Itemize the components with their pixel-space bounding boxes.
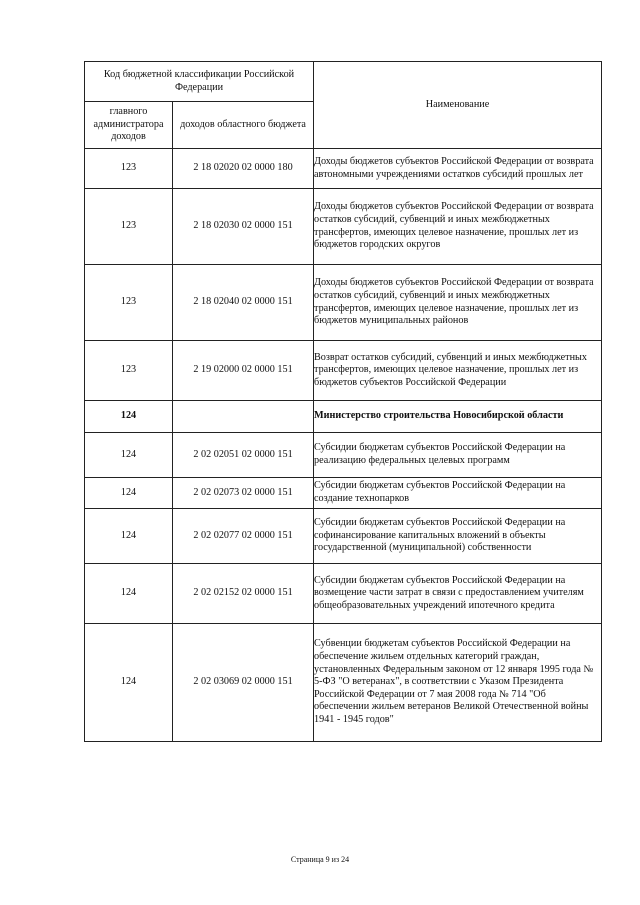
- table-row: [85, 401, 602, 433]
- header-code-column: доходов областного бюджета: [173, 102, 314, 149]
- admin-code-cell: 124: [85, 564, 173, 624]
- budget-classification-table: [84, 61, 602, 742]
- admin-code-cell: 124: [85, 478, 173, 509]
- name-cell: Субсидии бюджетам субъектов Российской Федерации на возмещение части затрат в связи с предоставлением учителям общеобразовательных учреждений ипотечного кредита: [314, 564, 602, 624]
- admin-code-cell: 123: [85, 149, 173, 189]
- table-row: [85, 624, 602, 742]
- header-group-label: Код бюджетной классификации Российской Федерации: [85, 62, 314, 102]
- budget-code-cell: 2 19 02000 02 0000 151: [173, 341, 314, 401]
- admin-code-cell: 124: [85, 401, 173, 433]
- page-number: Страница 9 из 24: [290, 855, 350, 864]
- table-row: [85, 509, 602, 564]
- budget-code-cell: 2 18 02040 02 0000 151: [173, 265, 314, 341]
- table-row: [85, 341, 602, 401]
- name-cell: Доходы бюджетов субъектов Российской Федерации от возврата остатков субсидий, субвенций и иных межбюджетных трансфертов, имеющих целевое назначение, прошлых лет из бюджетов муниципальных районов: [314, 265, 602, 341]
- budget-code-cell: [173, 401, 314, 433]
- table-row: [85, 265, 602, 341]
- name-cell: Субсидии бюджетам субъектов Российской Федерации на реализацию федеральных целевых программ: [314, 433, 602, 478]
- admin-code-cell: 124: [85, 433, 173, 478]
- header-admin-column: главного администратора доходов: [85, 102, 173, 149]
- admin-code-cell: 123: [85, 341, 173, 401]
- name-cell: Субсидии бюджетам субъектов Российской Федерации на создание технопарков: [314, 478, 602, 509]
- admin-code-cell: 123: [85, 189, 173, 265]
- admin-code-cell: 124: [85, 624, 173, 742]
- budget-code-cell: 2 02 02152 02 0000 151: [173, 564, 314, 624]
- budget-code-cell: 2 02 02077 02 0000 151: [173, 509, 314, 564]
- admin-code-cell: 124: [85, 509, 173, 564]
- table-row: [85, 433, 602, 478]
- table-row: [85, 149, 602, 189]
- budget-code-cell: 2 18 02030 02 0000 151: [173, 189, 314, 265]
- table-body: [85, 149, 602, 742]
- budget-code-cell: 2 18 02020 02 0000 180: [173, 149, 314, 189]
- admin-code-cell: 123: [85, 265, 173, 341]
- name-cell: Министерство строительства Новосибирской области: [314, 401, 602, 433]
- table-row: [85, 564, 602, 624]
- name-cell: Субсидии бюджетам субъектов Российской Федерации на софинансирование капитальных вложений в объекты государственной (муниципальной) собственности: [314, 509, 602, 564]
- table-row: [85, 189, 602, 265]
- table-row: [85, 478, 602, 509]
- name-cell: Субвенции бюджетам субъектов Российской Федерации на обеспечение жильем отдельных категорий граждан, установленных Федеральным законом от 12 января 1995 года № 5-ФЗ "О ветеранах", в соответствии с Указом Президента Российской Федерации от 7 мая 2008 года № 714 "Об обеспечении жильем ветеранов Великой Отечественной войны 1941 - 1945 годов": [314, 624, 602, 742]
- name-cell: Возврат остатков субсидий, субвенций и иных межбюджетных трансфертов, имеющих целевое назначение, прошлых лет из бюджетов субъектов Российской Федерации: [314, 341, 602, 401]
- header-name-column: Наименование: [314, 62, 602, 149]
- budget-code-cell: 2 02 02073 02 0000 151: [173, 478, 314, 509]
- name-cell: Доходы бюджетов субъектов Российской Федерации от возврата остатков субсидий, субвенций и иных межбюджетных трансфертов, имеющих целевое назначение, прошлых лет из бюджетов городских округов: [314, 189, 602, 265]
- budget-code-cell: 2 02 03069 02 0000 151: [173, 624, 314, 742]
- budget-code-cell: 2 02 02051 02 0000 151: [173, 433, 314, 478]
- name-cell: Доходы бюджетов субъектов Российской Федерации от возврата автономными учреждениями остатков субсидий прошлых лет: [314, 149, 602, 189]
